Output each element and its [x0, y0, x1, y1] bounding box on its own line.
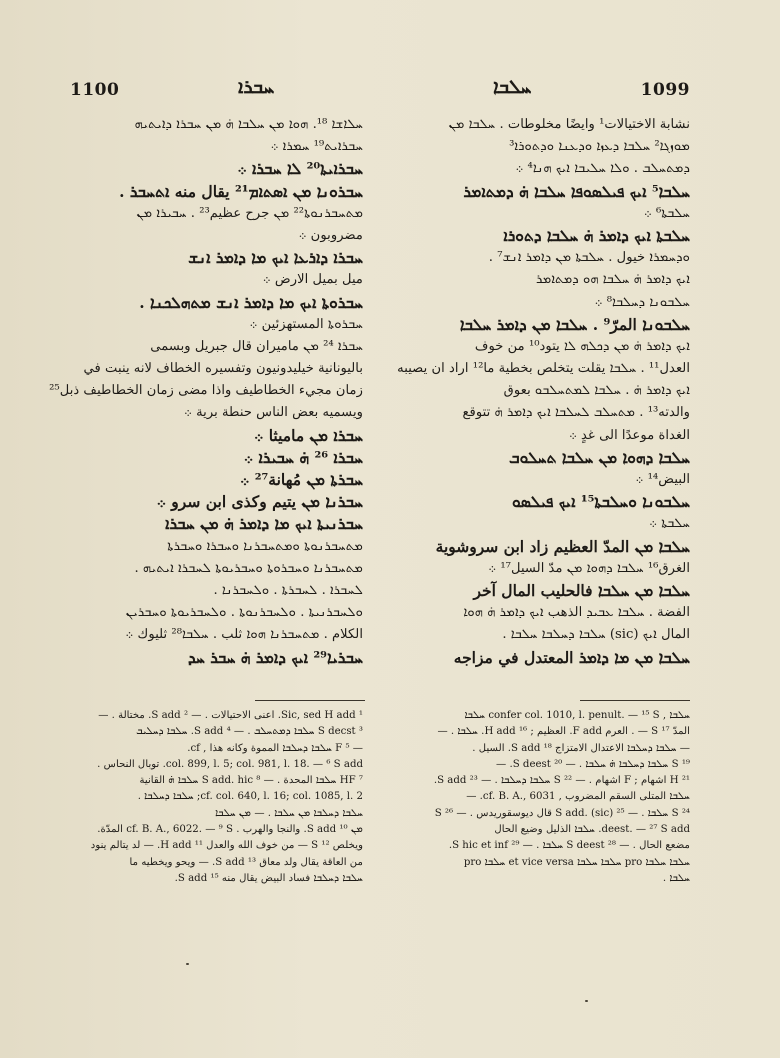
footnote-line: ¹⁹ S ܚܠܒܐ ܕܚܠܒܐ ܗ̇ ܚܠܒܐ . — ²⁰ S deest. — — [496, 758, 690, 770]
text-line: ܡܬܚܒܪܢܘܬܐ ܘܡܬܚܒܪܢܐ ܘܚܒܪܐ ܘܚܒܪܬܐ — [167, 538, 363, 554]
footnote-line: ¹ Sic, sed H add. اعنى الاحتيالات . — ² S add. مختالة . — — [98, 710, 363, 721]
text-line: ܚܒܪܘܬܐ المستهزئين ܀ — [249, 316, 363, 332]
text-line: ܚܠܒܘܢܐ ܘܚܠܒܬܐ¹⁵ ܐܝܟ ܦܝܠܣܘ — [512, 492, 690, 512]
footnote-line: ²¹ H اشهام ; F اشهام . — ²² S ܚܠܒܐ ܕܚܠܒܐ . — ²³ S add. — [433, 775, 690, 787]
footnote-line: col. 899, l. 5; col. 981, l. 18. — ⁶ S add. توبال النحاس . — [97, 758, 363, 770]
text-line: ܚܠܒܐ ܡܢ ܚܠܒܐ فالحليب المال آخر — [473, 580, 690, 600]
text-line: ܚܒܪܐܝܬ¹⁹ ܚܡܪܐ ܀ — [270, 139, 363, 155]
text-line: ܚܒܪܢܐ ܡܢ يتيم وكذى ابن سرو ܀ — [156, 492, 363, 512]
footnote-line: — ⁵ F ܚܠܒܐ ܕܚܠܒܐ المموة وكانه هذا , cf. — [187, 742, 363, 754]
footnote-line: ܚܠܒܐ المتلى السقم المضروب , cf. B. A., 6031. — — [466, 791, 690, 803]
footnote-line: المدّ ¹⁷ S — . العرم F add. العظيم ; ¹⁶ H add. ܚܠܒܐ . — — [437, 726, 690, 738]
text-line: ܚܒܪܘܬܐ ܐܝܟ ܡܐ ܕܐܡܪ ܐܢܫ ܡܬܗܠܟܢܐ . — [139, 292, 363, 312]
footnote-line: deest. — ²⁷ S add. ܚܠܒܐ الذليل وضيع الحال — [494, 824, 690, 836]
text-line: العدل¹¹ . ܚܠܒܐ يقلت يتخلص بخطية ما¹² اراد ان يصيبه — [397, 361, 690, 377]
text-line: مضروبون ܀ — [298, 227, 363, 243]
footnote-line: ⁷ HF ܚܠܒܐ المحدة . — ⁸ S add. hic ܚܠܒܐ ܗ̇ القانية — [139, 775, 363, 787]
text-line: ميل بميل الارض ܀ — [262, 272, 363, 288]
text-line: الكلام . ܡܬܚܒܪܢܐ ܗܘܐ ثلب . ܚܠܒܐ²⁸ ثليوك ܀ — [125, 627, 363, 643]
text-line: ويسميه بعض الناس حنطة برية ܀ — [183, 405, 363, 421]
right-page-number: 1099 — [640, 80, 690, 100]
text-line: ܕܡܬܚܠܒ . ܘܠܐ ܚܠܝܒܐ ܐܝܟ ܗܢܐ⁴ ܀ — [515, 161, 690, 177]
text-line: ܚܠܒܬܐ⁶ ܀ — [643, 205, 690, 221]
text-line: الغرق¹⁶ ܚܠܒܐ ܕܗܘܐ ܡܢ مدّ السيل¹⁷ ܀ — [488, 560, 690, 576]
text-line: ܚܒܪܢܝܬܐ ܐܝܟ ܡܐ ܕܐܡܪ ܗ̇ ܡܢ ܚܒܪܐ — [165, 514, 363, 534]
text-line: ܠܚܒܪܐ . ܠܚܒܪܬܐ . ܘܠܚܒܪܢܐ . — [213, 582, 363, 598]
text-line: ܚܒܪܘܢܐ ܡܢ ܐܣܬܐܡ²¹ يقال منه ܐܬܚܒܪ . — [119, 181, 363, 201]
text-line: ܚܠܒܘܢܐ ܕܚܠܒܐ⁸ ܀ — [594, 294, 690, 310]
left-running-head: ܚܒܪܐ — [238, 76, 275, 98]
text-line: ܚܠܒܘܢܐ المرّ⁹ . ܚܠܒܐ ܡܢ ܕܐܡܪ ܚܠܒܐ — [459, 314, 690, 334]
paper-speck — [585, 1000, 588, 1002]
text-line: ܐܝܟ ܕܐܡܪ ܗ̇ ܡܢ ܕܟܠܗ ܠܐ يتود¹⁰ من خوف — [474, 338, 690, 354]
footnote-line: ܚܠܒܐ , confer col. 1010, l. penult. — ¹⁵ S ܚܠܒܐ — [464, 710, 690, 721]
text-line: الغداة موعدًا الى غدٍ ܀ — [568, 427, 690, 443]
footnote-line: cf. col. 640, l. 16; col. 1085, l. 2; ܚܠܒܐ ܕܚܠܒܐ . — [137, 791, 363, 803]
footnote-line: ويخلص ¹² S — من خوف الله والعدل ¹¹ H add. — لد يتالم ينود — [90, 840, 363, 852]
text-line: ܐܝܟ ܕܐܡܪ ܗ̇ ܚܠܒܐ ܗܘ ܕܡܬܐܡܪ — [536, 272, 690, 288]
right-running-head: ܚܠܒܐ — [493, 76, 532, 98]
text-line: ܚܠܒܐ⁵ ܐܝܟ ܦܝܠܣܘܦܐ ܚܠܒܐ ܗ̇ ܕܡܬܐܡܪ — [463, 181, 690, 201]
footnote-line: ܚܠܒܐ . — [662, 872, 690, 884]
right-footnotes — [390, 708, 690, 887]
footnote-line: ܡܢ ¹⁰ S add. والنجا والهرب . cf. B. A., 6022. — ⁹ S المدّة. — [97, 824, 363, 836]
footnote-line: ³ S decst ܚܠܒܐ ܕܡܬܚܠܒ . — ⁴ S add. ܚܠܒܐ ܕܚܠܝܒ — [136, 726, 363, 738]
text-line: البيض¹⁴ ܀ — [635, 472, 690, 487]
footnote-line: — ܚܠܒܐ ܕܚܠܒܐ الاعتدال الامتزاج ¹⁸ S add. السيل . — [472, 742, 690, 754]
text-line: ܚܠܒܐ ܕܗܘܐ ܡܢ ܚܠܒܐ ܬܚܠܘܒ — [509, 447, 690, 467]
footnote-line: ܚܠܒܐ ܕܚܠܒܐ فساد البيض يقال منه ¹⁵ S add. — [174, 872, 363, 884]
left-page-number: 1100 — [70, 80, 120, 100]
text-line: الفضة . ܚܠܒܐ ܥܒܝܕ الذهب ܐܝܟ ܕܐܡܪ ܗ̇ ܗܘܐ — [463, 605, 690, 621]
left-text-column — [49, 114, 363, 669]
text-line: ܚܒܪܐܝܬܐ²⁰ ܠܐ ܚܒܪܐ ܀ — [237, 159, 363, 179]
footnote-line: ܚܠܒܐ ܕܚܠܒܐ ܡܢ ܚܠܒܐ . — ܡܢ ܚܠܒܐ — [215, 807, 363, 819]
text-line: ܚܠܒܐ ܡܢ المدّ العظيم زاد ابن سروشوية — [435, 536, 690, 556]
page-header — [60, 76, 690, 106]
footnote-line: ²⁴ S ܚܠܒܐ . — ²⁵ S add. (sic) قال ديوسقوريدس . — ²⁶ S — [434, 807, 690, 819]
text-line: والدته¹³ . ܡܬܚܠܒ ܠܚܠܒܐ ܐܝܟ ܕܐܡܪ ܗ̇ تتوقع — [462, 405, 690, 421]
left-footnote-rule — [255, 700, 365, 701]
text-line: ܚܒܪܐ ²⁴ ܡܢ ماميران قال جبريل وبسمى — [150, 338, 363, 354]
text-line: ܚܠܒܐ ܡܢ ܡܐ ܕܐܡܪ المعتدل في مزاجه — [453, 647, 690, 667]
footnote-line: مضعع الحال . — ²⁸ S deest ܚܠܒܐ . — ²⁹ S hic et inf. — [448, 840, 690, 852]
text-line: ܚܒܪܝܐ²⁹ ܐܝܟ ܕܐܡܪ ܗ̇ ܚܒܪ ܚܕ — [187, 647, 363, 667]
text-line: ܚܒܪܐ ܡܢ ماميثا ܀ — [254, 425, 363, 445]
text-line: ܚܒܪܐ ²⁶ ܗ̇ ܚܒܝܪܐ ܀ — [243, 447, 363, 467]
text-line: باليونانية خيليدونيون وتفسيره الخطاف لانه ينبت في — [83, 361, 363, 377]
text-line: المال ܐܝܟ (sic) ܚܠܒܐ ܕܚܠܒܐ ܚܠܒܐ . — [502, 627, 690, 643]
text-line: ܚܠܒܬܐ ܀ — [649, 516, 690, 532]
right-text-column — [390, 114, 690, 669]
text-line: ܚܠܒܬܐ ܐܝܟ ܕܐܡܪ ܗ̇ ܚܠܒܐ ܕܬܘܪܐ — [503, 225, 690, 245]
text-line: ܚܠܐܫܐ ¹⁸. ܗܘܐ ܡܢ ܚܠܒܐ ܗ̇ ܡܢ ܚܒܪܐ ܕܐܝܬܝܗ — [134, 117, 363, 132]
text-line: ܡܬܚܒܪܢܘܬܐ²² ܡܢ جرح عظيم²³ . ܚܒܝܪܐ ܡܢ — [136, 205, 363, 221]
text-line: ܡܬܚܒܪܢܐ ܘܚܒܪܘܬܐ ܘܚܒܪܝܘܬܐ ܠܚܒܪܐ ܐܝܬܝܗ . — [134, 560, 363, 576]
text-line: ܐܝܟ ܕܐܡܪ ܗ̇ . ܚܠܒܐ ܠܡܬܚܠܒܘ بعوق — [503, 383, 690, 399]
paper-speck — [186, 963, 189, 965]
text-line: زمان مجيء الخطاطيف واذا مضى زمان الخطاطيف ذبل²⁵ — [49, 383, 363, 399]
text-line: نشابة الاختيالات¹ وايضًا مخلوطات . ܚܠܒܐ ܡܢ — [448, 117, 690, 132]
right-footnote-rule — [580, 700, 690, 701]
footnote-line: من العاقة يقال ولد معاق ¹³ S add. — ويحو ويخطيه ما — [129, 856, 363, 868]
text-line: ܚܒܪܐ ܕܐܪܥܐ ܐܝܟ ܡܐ ܕܐܡܪ ܐܢܫ — [188, 248, 363, 268]
footnote-line: ܚܠܒܐ ܚܠܒܐ pro ܚܠܒܐ ܚܠܒܐ et vice versa ܚܠܒܐ pro — [463, 856, 690, 868]
text-line: ܚܒܪܬܐ ܡܢ مُهانة²⁷ ܀ — [239, 470, 363, 489]
left-footnotes — [63, 708, 363, 887]
text-line: ܘܠܚܒܪܢܝܬܐ . ܘܠܚܒܪܢܘܬܐ . ܘܠܚܒܪܝܘܬܐ ܘܚܒܪܝܢ — [125, 605, 363, 621]
text-line: ܘܕܚܡܪܐ خيول . ܚܠܒܬܐ ܡܢ ܕܐܡܪ ܐܢܫ⁷ . — [488, 250, 690, 266]
text-line: ܡܘܙܓܐ² ܚܠܒܐ ܕܥܙܐ ܘܕܥܢܐ ܘܕܬܘܪܐ³ — [509, 139, 690, 155]
